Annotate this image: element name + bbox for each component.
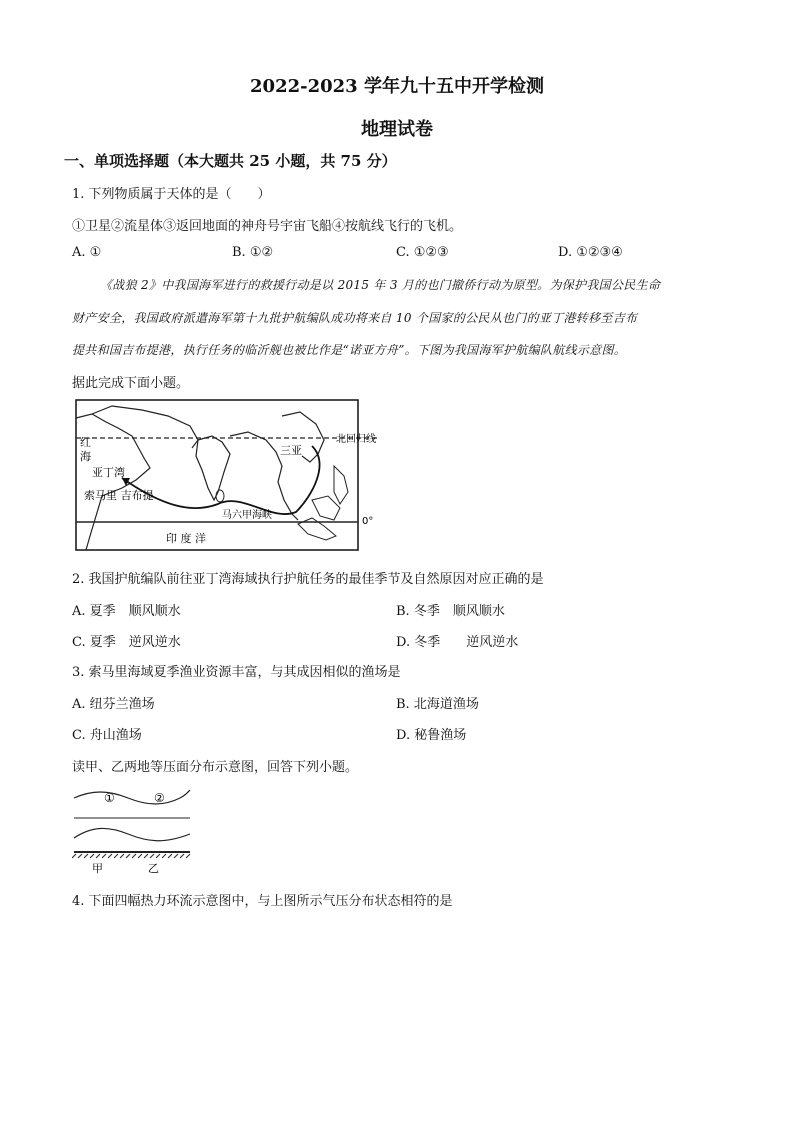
q1-option-d: D. ①②③④ [558,245,623,260]
lower-isobar [74,828,190,840]
philippines-outline [334,466,348,504]
mark-2: ② [154,791,165,805]
q3-option-c: C. 舟山渔场 [72,728,142,743]
india-outline [196,436,230,500]
exam-subtitle: 地理试卷 [361,119,433,140]
q3-stem: 3. 索马里海域夏季渔业资源丰富，与其成因相似的渔场是 [72,665,401,680]
label-gulf-aden: 亚丁湾 [92,466,125,479]
upper-isobar [74,790,190,804]
label-tropic: 北回归线 [336,434,376,445]
q3-option-a: A. 纽芬兰渔场 [72,697,155,712]
passage-line-3: 提共和国吉布提港，执行任务的临沂舰也被比作是“诺亚方舟”。下图为我国海军护航编队航线示意图。 [72,343,627,357]
q1-option-b: B. ①② [232,245,274,260]
label-equator: 0° [362,516,374,527]
q3-option-d: D. 秘鲁渔场 [396,728,467,743]
label-indian-ocean: 印 度 洋 [166,532,206,545]
q2-stem: 2. 我国护航编队前往亚丁湾海域执行护航任务的最佳季节及自然原因对应正确的是 [72,572,544,587]
isobar-intro: 读甲、乙两地等压面分布示意图，回答下列小题。 [72,760,359,775]
section-heading: 一、单项选择题（本大题共 25 小题，共 75 分） [64,152,397,170]
q2-option-c: C. 夏季 逆风逆水 [72,635,181,650]
escort-route-map [72,396,452,556]
q3-option-b: B. 北海道渔场 [396,697,479,712]
isobar-diagram [72,784,202,876]
passage-line-2: 财产安全，我国政府派遣海军第十九批护航编队成功将来自 10 个国家的公民从也门的亚丁港转移至吉布 [72,311,638,325]
arabia-coast [92,406,198,448]
q1-stem: 1. 下列物质属于天体的是（ ） [72,187,271,202]
sri-lanka [216,490,224,502]
q4-stem: 4. 下面四幅热力环流示意图中，与上图所示气压分布状态相符的是 [72,894,453,909]
passage-prompt: 据此完成下面小题。 [72,376,190,391]
label-red-sea-2: 海 [80,450,91,463]
q1-items: ①卫星②流星体③返回地面的神舟号宇宙飞船④按航线飞行的飞机。 [72,219,463,234]
q1-option-c: C. ①②③ [396,245,449,260]
mark-1: ① [104,791,115,805]
borneo-outline [312,496,340,520]
ground-hatching [72,854,190,858]
exam-title: 2022-2023 学年九十五中开学检测 [250,76,544,97]
q2-option-a: A. 夏季 顺风顺水 [72,604,181,619]
q2-option-d: D. 冬季 逆风逆水 [396,635,519,650]
label-red-sea-1: 红 [80,436,91,449]
q1-option-a: A. ① [72,245,102,260]
africa-coast [76,414,150,550]
passage-line-1: 《战狼 2》中我国海军进行的救援行动是以 2015 年 3 月的也门撤侨行动为原型。为保护我国公民生命 [100,278,661,292]
place-jia: 甲 [92,862,103,875]
label-sanya: 三亚 [280,444,302,457]
place-yi: 乙 [148,862,159,875]
label-somalia-djibouti: 索马里 吉布提 [84,489,154,502]
label-malacca: 马六甲海峡 [222,510,272,521]
q2-option-b: B. 冬季 顺风顺水 [396,604,505,619]
